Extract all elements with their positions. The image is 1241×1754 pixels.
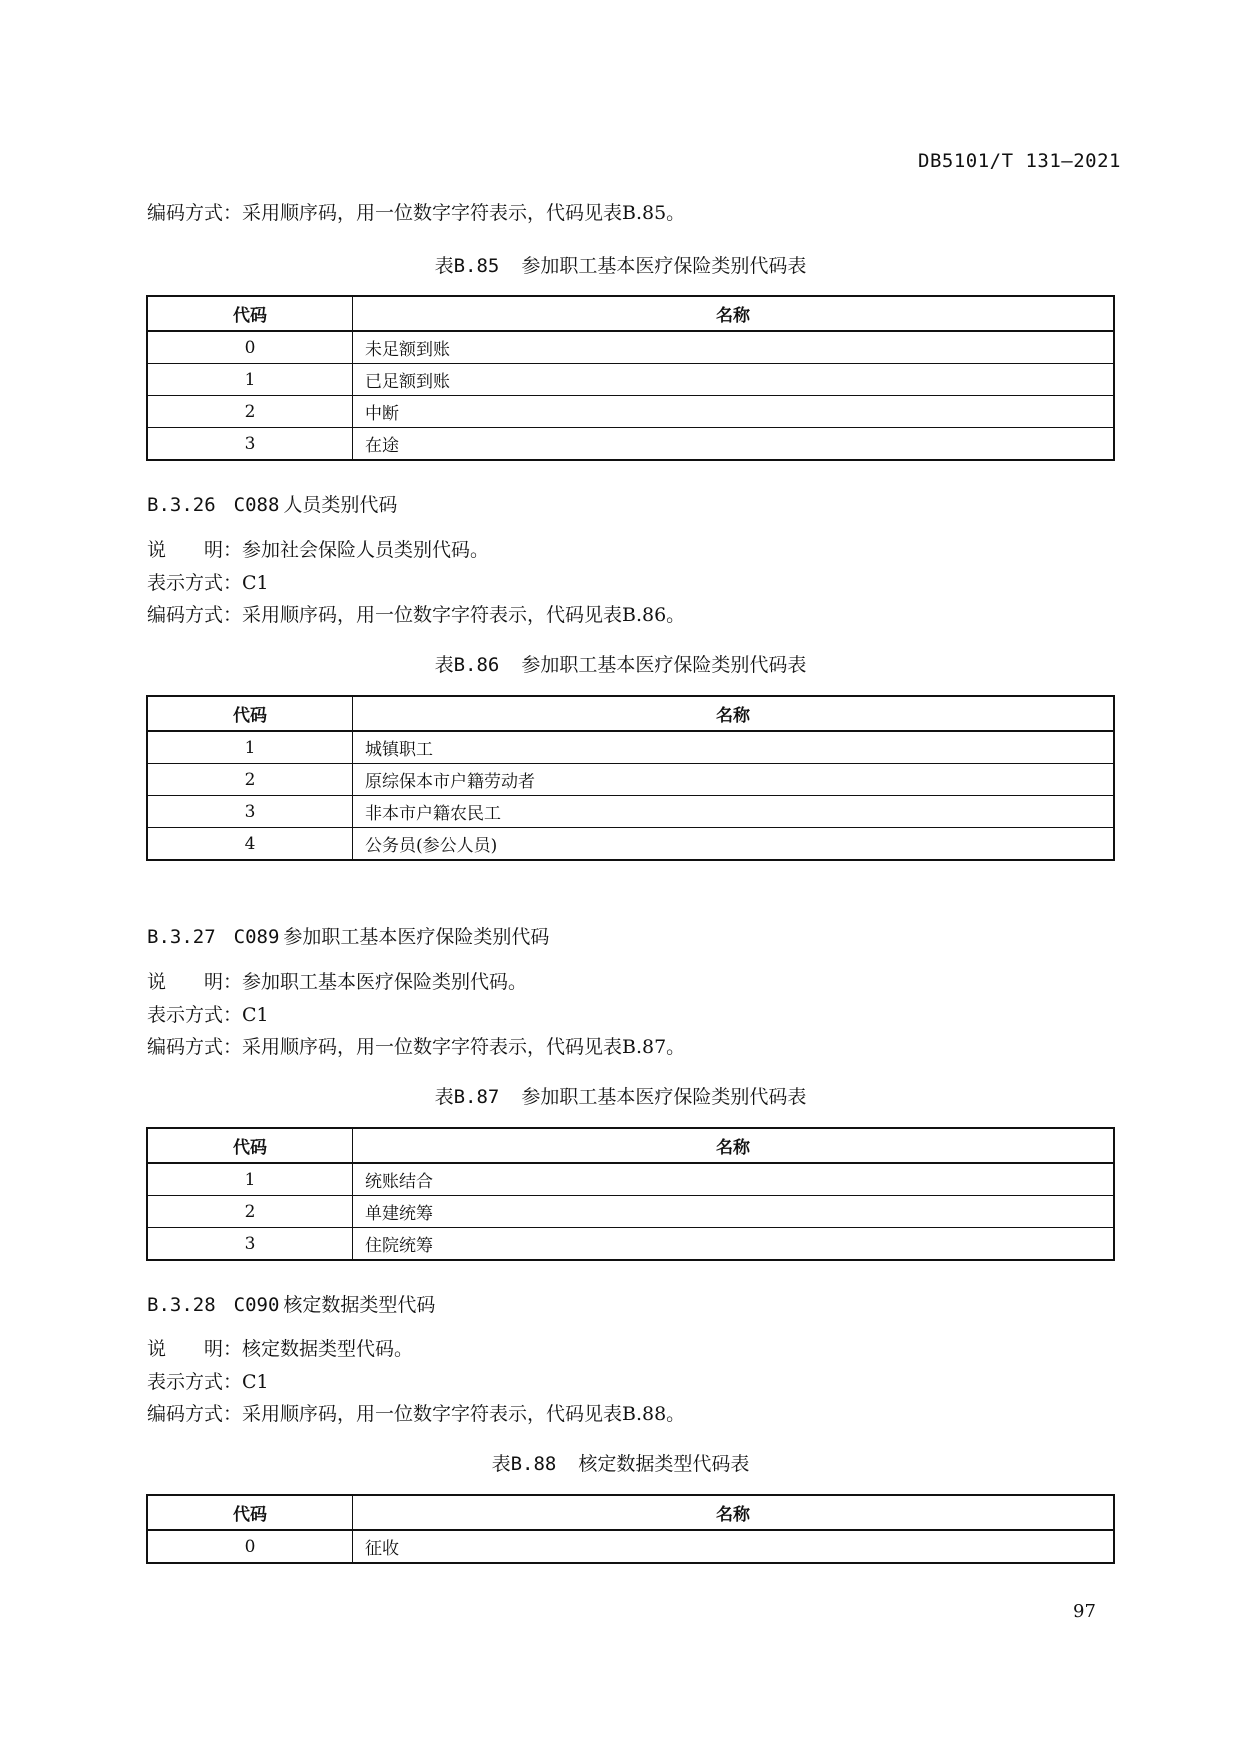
- code-table-b86: [146, 695, 1115, 861]
- section-code: C088: [233, 494, 280, 516]
- column-header-name: 名称: [353, 696, 1115, 731]
- table-row: [147, 428, 1114, 461]
- name-cell: 原综保本市户籍劳动者: [353, 764, 1115, 796]
- table-row: [147, 1530, 1114, 1563]
- name-cell: 中断: [353, 396, 1115, 428]
- section-number: B.3.27: [147, 926, 216, 948]
- table-row: [147, 331, 1114, 364]
- section-title: 参加职工基本医疗保险类别代码: [283, 926, 550, 948]
- column-header-code: 代码: [147, 1495, 353, 1530]
- table-caption-b85: [0, 251, 1241, 278]
- encoding-text: 编码方式：采用顺序码，用一位数字字符表示，代码见表B.88。: [147, 1403, 686, 1425]
- column-header-name: 名称: [353, 1495, 1115, 1530]
- name-cell: 已足额到账: [353, 364, 1115, 396]
- table-row: [147, 796, 1114, 828]
- code-cell: 1: [147, 731, 353, 764]
- code-cell: 2: [147, 1196, 353, 1228]
- column-header-code: 代码: [147, 1128, 353, 1163]
- name-cell: 在途: [353, 428, 1115, 461]
- code-table-b85: [146, 295, 1115, 461]
- encoding-text: 编码方式：采用顺序码，用一位数字字符表示，代码见表B.86。: [147, 604, 686, 626]
- description-text: 说 明：核定数据类型代码。: [147, 1338, 414, 1360]
- column-header-code: 代码: [147, 696, 353, 731]
- table-row: [147, 1196, 1114, 1228]
- table-caption-title: 参加职工基本医疗保险类别代码表: [521, 1086, 807, 1108]
- section-code: C089: [233, 926, 280, 948]
- page-number: 97: [1073, 1601, 1096, 1622]
- code-cell: 1: [147, 364, 353, 396]
- name-cell: 征收: [353, 1530, 1115, 1563]
- code-cell: 4: [147, 828, 353, 861]
- section-heading-b328: [147, 1290, 435, 1317]
- name-cell: 统账结合: [353, 1163, 1115, 1196]
- table-row: [147, 364, 1114, 396]
- name-cell: 未足额到账: [353, 331, 1115, 364]
- code-table-b87: [146, 1127, 1115, 1261]
- table-row: [147, 1228, 1114, 1261]
- column-header-name: 名称: [353, 1128, 1115, 1163]
- column-header-name: 名称: [353, 296, 1115, 331]
- code-cell: 2: [147, 764, 353, 796]
- representation-text: 表示方式：C1: [147, 1004, 269, 1026]
- section-title: 人员类别代码: [283, 494, 398, 516]
- code-cell: 0: [147, 331, 353, 364]
- name-cell: 住院统筹: [353, 1228, 1115, 1261]
- name-cell: 单建统筹: [353, 1196, 1115, 1228]
- table-caption-number: 表B.87: [434, 1086, 500, 1108]
- table-row: [147, 1163, 1114, 1196]
- encoding-text: 编码方式：采用顺序码，用一位数字字符表示，代码见表B.87。: [147, 1036, 686, 1058]
- table-row: [147, 828, 1114, 861]
- encoding-text-b85: 编码方式：采用顺序码，用一位数字字符表示，代码见表B.85。: [147, 202, 686, 224]
- table-caption-b87: [0, 1082, 1241, 1109]
- table-caption-title: 参加职工基本医疗保险类别代码表: [521, 255, 807, 277]
- code-cell: 2: [147, 396, 353, 428]
- name-cell: 非本市户籍农民工: [353, 796, 1115, 828]
- table-caption-number: 表B.88: [491, 1453, 557, 1475]
- section-heading-b326: [147, 490, 397, 517]
- table-row: [147, 764, 1114, 796]
- description-text: 说 明：参加社会保险人员类别代码。: [147, 539, 490, 561]
- code-table-b88: [146, 1494, 1115, 1564]
- code-cell: 0: [147, 1530, 353, 1563]
- table-header-row: [147, 1495, 1114, 1530]
- code-cell: 3: [147, 1228, 353, 1261]
- table-caption-b88: [0, 1449, 1241, 1476]
- column-header-code: 代码: [147, 296, 353, 331]
- table-caption-title: 参加职工基本医疗保险类别代码表: [521, 654, 807, 676]
- section-title: 核定数据类型代码: [283, 1294, 436, 1316]
- table-row: [147, 731, 1114, 764]
- table-caption-number: 表B.86: [434, 654, 500, 676]
- table-row: [147, 396, 1114, 428]
- section-code: C090: [233, 1294, 280, 1316]
- representation-text: 表示方式：C1: [147, 1371, 269, 1393]
- table-header-row: [147, 296, 1114, 331]
- name-cell: 城镇职工: [353, 731, 1115, 764]
- section-heading-b327: [147, 922, 549, 949]
- table-header-row: [147, 1128, 1114, 1163]
- section-number: B.3.28: [147, 1294, 216, 1316]
- table-caption-number: 表B.85: [434, 255, 500, 277]
- description-text: 说 明：参加职工基本医疗保险类别代码。: [147, 971, 528, 993]
- code-cell: 3: [147, 428, 353, 461]
- standard-code: DB5101/T 131—2021: [918, 150, 1121, 172]
- section-number: B.3.26: [147, 494, 216, 516]
- name-cell: 公务员(参公人员): [353, 828, 1115, 861]
- representation-text: 表示方式：C1: [147, 572, 269, 594]
- code-cell: 1: [147, 1163, 353, 1196]
- table-caption-b86: [0, 650, 1241, 677]
- table-header-row: [147, 696, 1114, 731]
- table-caption-title: 核定数据类型代码表: [578, 1453, 750, 1475]
- code-cell: 3: [147, 796, 353, 828]
